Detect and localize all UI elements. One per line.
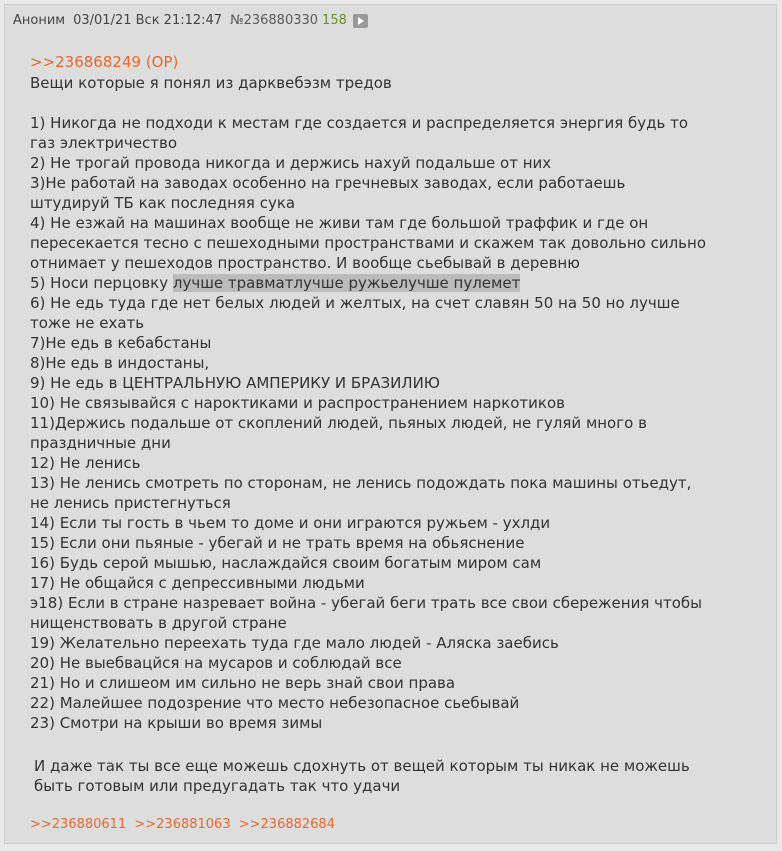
play-icon[interactable] xyxy=(353,14,368,28)
text-line: нищенствовать в другой стране xyxy=(30,614,287,632)
text-line: 8)Не едь в индостаны, xyxy=(30,354,210,372)
text-line: 21) Но и слишеом им сильно не верь знай свои права xyxy=(30,674,456,692)
text-line-5 xyxy=(30,273,770,293)
text-line: тоже не ехать xyxy=(30,314,145,332)
op-reply-link[interactable]: >>236868249 (OP) xyxy=(30,53,179,71)
text-line: 1) Никогда не подходи к местам где создается и распределяется энергия будь то xyxy=(30,114,689,132)
backlink[interactable]: >>236882684 xyxy=(238,817,335,832)
text-line: 20) Не выебвацйся на мусаров и соблюдай все xyxy=(30,654,402,672)
post-count: 158 xyxy=(322,13,347,28)
text-line: 12) Не ленись xyxy=(30,454,141,472)
text-line: 15) Если они пьяные - убегай и не трать время на обьяснение xyxy=(30,534,525,552)
text-line: 9) Не едь в ЦЕНТРАЛЬНУЮ АМПЕРИКУ И БРАЗИЛИЮ xyxy=(30,374,440,392)
backlink[interactable]: >>236880611 xyxy=(30,817,127,832)
text-line: газ электричество xyxy=(30,134,178,152)
post-title-line: Вещи которые я понял из дарквебэзм тредов xyxy=(30,74,392,92)
text-line: не ленись пристегнуться xyxy=(30,494,231,512)
post-header xyxy=(13,13,368,28)
text-line: 14) Если ты гость в чьем то доме и они играются ружьем - ухлди xyxy=(30,514,551,532)
closing-line: И даже так ты все еще можешь сдохнуть от вещей которым ты никак не можешь xyxy=(34,757,690,775)
text-line: 3)Не работай на заводах особенно на гречневых заводах, если работаешь xyxy=(30,174,626,192)
text-line: 6) Не едь туда где нет белых людей и желтых, на счет славян 50 на 50 но лучше xyxy=(30,294,680,312)
text-line: 4) Не езжай на машинах вообще не живи там где большой траффик и где он xyxy=(30,214,649,232)
text-line: 22) Малейшее подозрение что место небезопасное сьебывай xyxy=(30,694,520,712)
post-author: Аноним xyxy=(13,13,66,28)
text-line: праздничные дни xyxy=(30,434,171,452)
text-line: 19) Желательно переехать туда где мало людей - Аляска заебись xyxy=(30,634,559,652)
text-line: 23) Смотри на крыши во время зимы xyxy=(30,714,323,732)
text-line: 16) Будь серой мышью, наслаждайся своим богатым миром сам xyxy=(30,554,542,572)
post-body xyxy=(30,73,770,733)
spoiler-text[interactable]: лучше травматлучше ружьелучше пулемет xyxy=(172,274,521,292)
post xyxy=(4,4,777,844)
text-line: э18) Если в стране назревает война - убегай беги трать все свои сбережения чтобы xyxy=(30,594,703,612)
text-line: 11)Держись подальше от скоплений людей, пьяных людей, не гуляй много в xyxy=(30,414,647,432)
backlink[interactable]: >>236881063 xyxy=(134,817,231,832)
text-line: 17) Не общайся с депрессивными людьми xyxy=(30,574,365,592)
text-line-5-prefix: 5) Носи перцовку xyxy=(30,274,173,292)
post-number[interactable]: №236880330 xyxy=(230,13,319,28)
post-date: 03/01/21 Вск 21:12:47 xyxy=(73,13,223,28)
closing-line: быть готовым или предугадать так что удачи xyxy=(34,777,401,795)
text-line: отнимает у пешеходов пространство. И вообще сьебывай в деревню xyxy=(30,254,580,272)
text-line: пересекается тесно с пешеходными пространствами и скажем так довольно сильно xyxy=(30,234,707,252)
text-line: 10) Не связывайся с нароктиками и распространением наркотиков xyxy=(30,394,565,412)
text-line: 7)Не едь в кебабстаны xyxy=(30,334,212,352)
text-line: 13) Не ленись смотреть по сторонам, не ленись подождать пока машины отьедут, xyxy=(30,474,692,492)
text-line: 2) Не трогай провода никогда и держись нахуй подальше от них xyxy=(30,154,552,172)
text-line: штудируй ТБ как последняя сука xyxy=(30,194,296,212)
backlinks xyxy=(30,817,339,832)
closing-text xyxy=(34,756,690,796)
